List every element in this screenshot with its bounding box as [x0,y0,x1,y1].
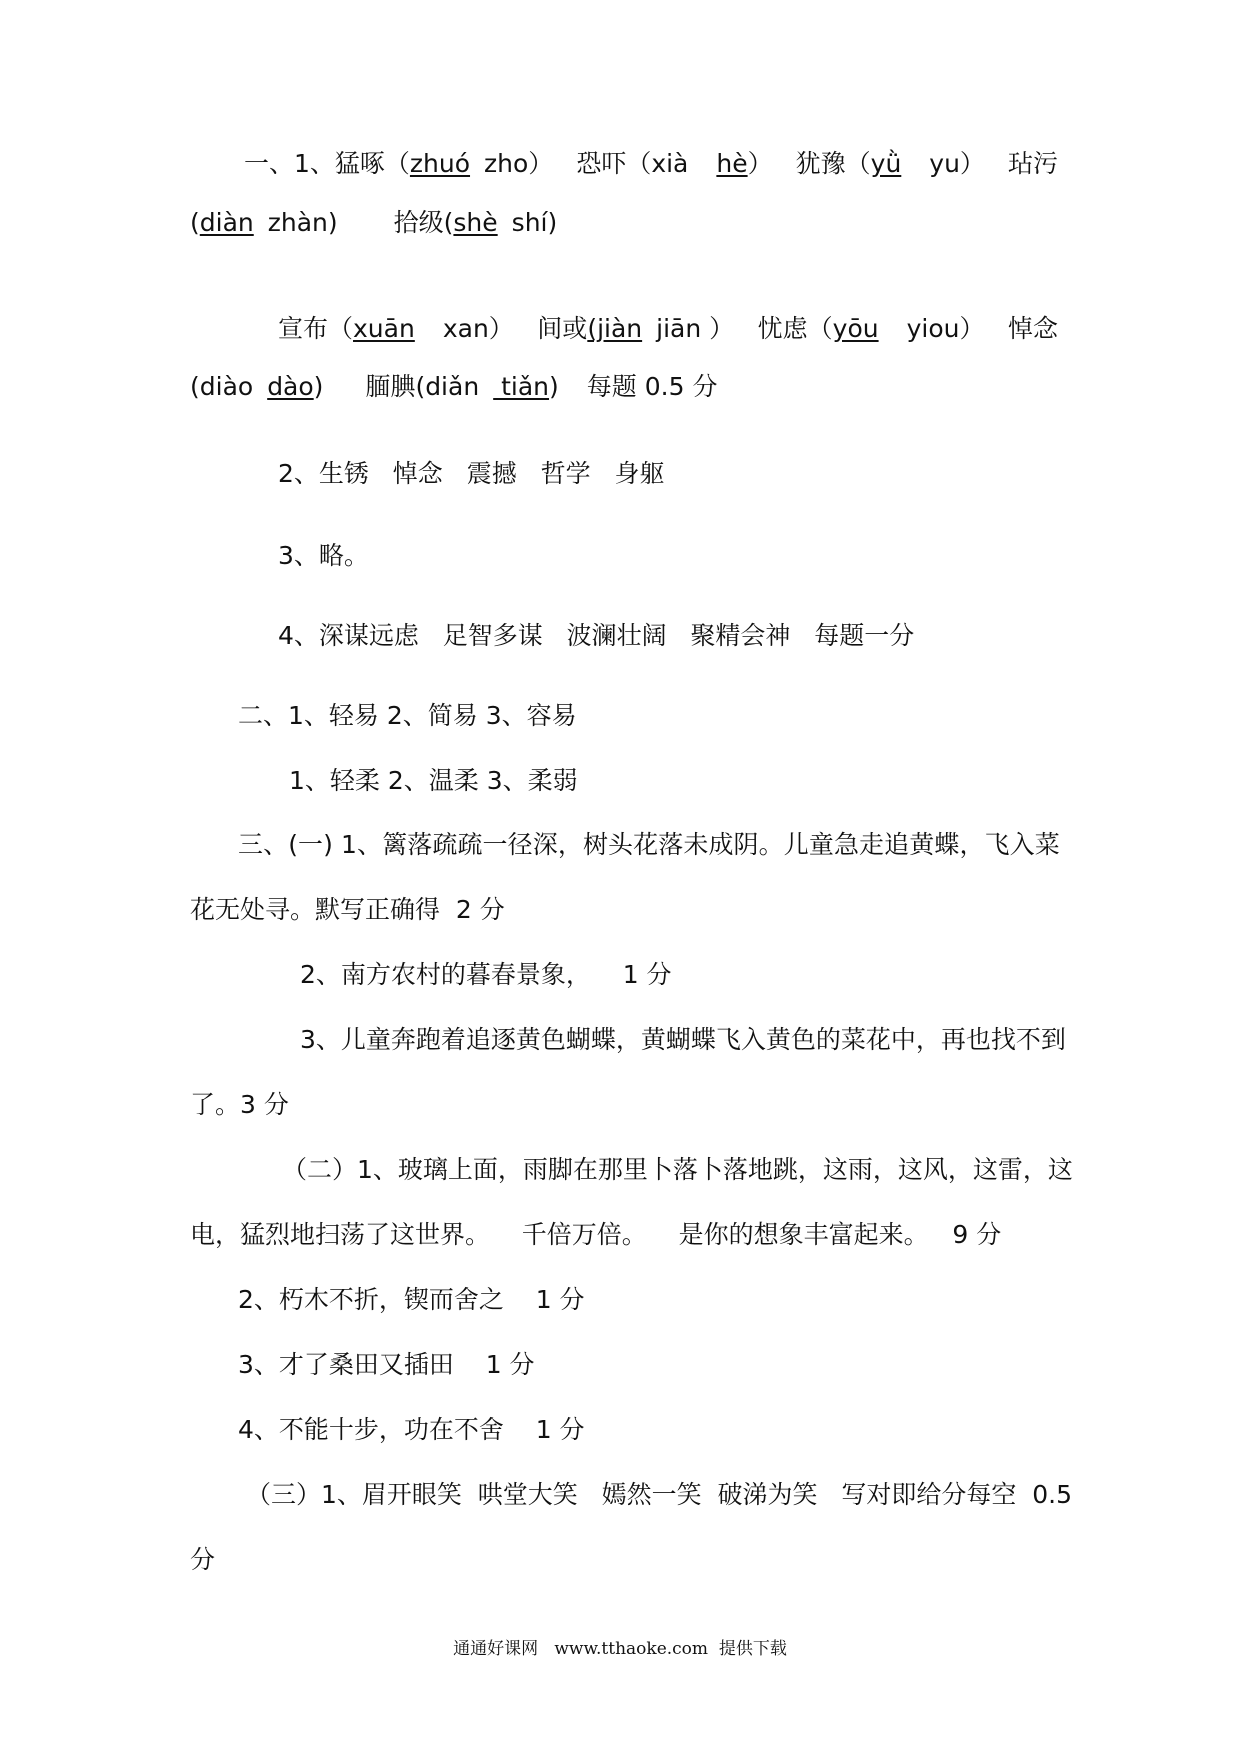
page-footer: 通通好课网 www.tthaoke.com 提供下载 [453,1639,787,1659]
q1-line-3 [190,313,1058,345]
word-miantian: 腼腆(diǎn [365,372,480,401]
q1-text [244,148,553,180]
distractor-shi: shí) [511,208,558,237]
section3-1-line-2: 花无处寻。默写正确得 2 分 [190,895,505,924]
q1-line-4 [190,371,717,403]
section3-1-line-4: 3、儿童奔跑着追逐黄色蝴蝶，黄蝴蝶飞入黄色的菜花中，再也找不到 [300,1025,1066,1054]
distractor-jian: jiān ） [656,314,735,343]
score-note: 每题 0.5 分 [586,372,718,401]
answer-xuan: xuān [353,314,415,343]
q1-text [537,313,734,345]
word-youlv: 忧虑（ [757,314,833,343]
distractor-yu: yu） [929,149,985,178]
answer-dian: diàn [199,208,254,237]
answer-she: shè [453,208,498,237]
section2-line-2: 1、轻柔 2、温柔 3、柔弱 [289,766,578,795]
q1-lead: 一、1、猛啄（ [244,149,410,178]
answer-he: hè [716,149,748,178]
paren-open: ( [190,208,200,237]
word-xuanbu: 宣布（ [278,314,354,343]
word-dianwu: 玷污 [1007,149,1058,178]
distractor-zho: zho） [484,149,554,178]
q1-text [576,148,772,180]
section3-1-line-3: 2、南方农村的暮春景象， 1 分 [300,960,672,989]
section3-2-line-2: 电，猛烈地扫荡了这世界。 千倍万倍。 是你的想象丰富起来。 9 分 [190,1220,1002,1249]
answer-tian: tiǎn [493,372,550,401]
section3-3-line-2: 分 [190,1545,216,1574]
section3-2-line-5: 4、不能十步，功在不舍 1 分 [238,1415,585,1444]
word-konghe: 恐吓（xià [576,149,689,178]
section3-2-line-4: 3、才了桑田又插田 1 分 [238,1350,535,1379]
distractor-zhan: zhàn) [267,208,338,237]
q1-text [758,313,985,345]
q1-text [278,313,514,345]
q1-line-1 [190,148,1058,180]
paren-close: ) [313,372,324,401]
answer-dao: dào [267,372,314,401]
word-shiji: 拾级( [393,208,454,237]
answer-yu: yǜ [870,149,902,178]
answer-jian: (jiàn [587,314,643,343]
q1-line-2 [190,207,557,239]
section3-2-line-3: 2、朽木不折，锲而舍之 1 分 [238,1285,585,1314]
word-youyu: 犹豫（ [795,149,871,178]
section3-2-line-1: （二）1、玻璃上面，雨脚在那里卜落卜落地跳，这雨，这风，这雷，这 [282,1155,1073,1184]
paren-close: ) [549,372,559,401]
paren-close: ） [747,149,773,178]
word-daonian: 悼念 [1007,314,1058,343]
distractor-yiou: yiou） [906,314,985,343]
q1-text [796,148,985,180]
q4-line: 4、深谋远虑 足智多谋 波澜壮阔 聚精会神 每题一分 [278,621,915,650]
section3-3-line-1: （三）1、眉开眼笑 哄堂大笑 嫣然一笑 破涕为笑 写对即给分每空 0.5 [246,1480,1073,1509]
section2-line-1: 二、1、轻易 2、简易 3、容易 [238,701,577,730]
q3-line: 3、略。 [278,541,369,570]
answer-zhuo: zhuó [409,149,471,178]
section3-1-line-1: 三、(一) 1、篱落疏疏一径深，树头花落未成阴。儿童急走追黄蝶，飞入菜 [238,830,1060,859]
section3-1-line-5: 了。3 分 [190,1090,289,1119]
answer-you: yōu [832,314,879,343]
q2-line: 2、生锈 悼念 震撼 哲学 身躯 [278,459,665,488]
distractor-diao: (diào [190,372,254,401]
distractor-xan: xan） [442,314,514,343]
word-jianhuo: 间或 [537,314,588,343]
